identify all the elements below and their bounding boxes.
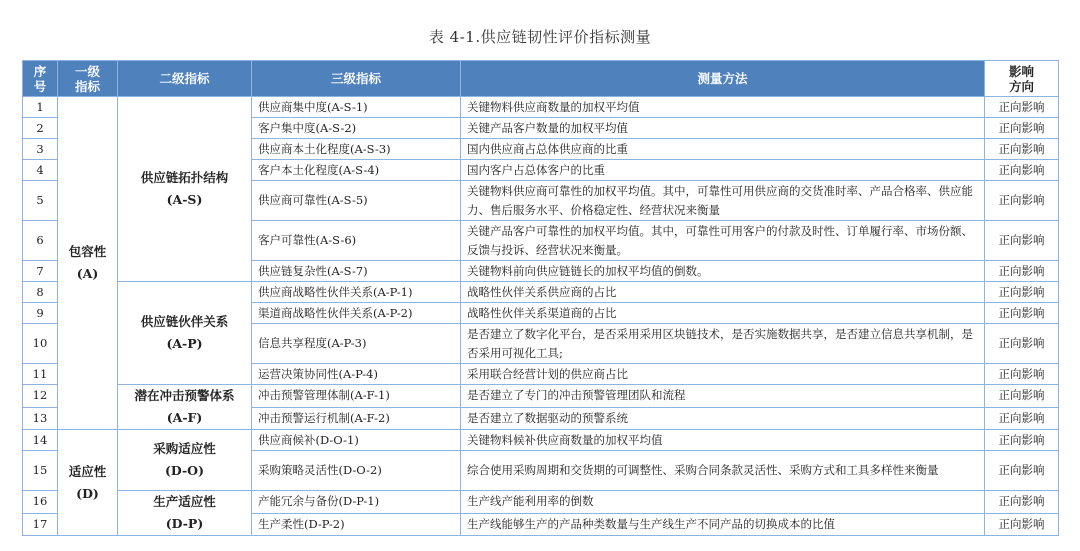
header-level1: 一级 指标	[58, 61, 118, 97]
impact-direction: 正向影响	[985, 385, 1059, 408]
level2-production: 生产适应性 (D-P)	[118, 491, 252, 536]
row-num: 14	[23, 430, 58, 451]
header-row	[23, 61, 1059, 97]
impact-direction: 正向影响	[985, 407, 1059, 430]
table-row	[23, 97, 1059, 118]
row-num: 3	[23, 139, 58, 160]
impact-direction: 正向影响	[985, 324, 1059, 364]
impact-direction: 正向影响	[985, 430, 1059, 451]
level3-indicator: 生产柔性(D-P-2)	[252, 513, 461, 536]
measurement-method: 关键物料供应商数量的加权平均值	[461, 97, 985, 118]
level3-indicator: 冲击预警运行机制(A-F-2)	[252, 407, 461, 430]
level3-indicator: 客户可靠性(A-S-6)	[252, 221, 461, 261]
level3-indicator: 供应商战略性伙伴关系(A-P-1)	[252, 282, 461, 303]
row-num: 7	[23, 261, 58, 282]
row-num: 2	[23, 118, 58, 139]
level1-group-adaptability: 适应性 (D)	[58, 430, 118, 536]
row-num: 9	[23, 303, 58, 324]
measurement-method: 国内供应商占总体供应商的比重	[461, 139, 985, 160]
measurement-method: 关键产品客户可靠性的加权平均值。其中，可靠性可用客户的付款及时性、订单履行率、市场份额、反馈与投诉、经营状况来衡量。	[461, 221, 985, 261]
level3-indicator: 供应商可靠性(A-S-5)	[252, 181, 461, 221]
impact-direction: 正向影响	[985, 97, 1059, 118]
measurement-method: 国内客户占总体客户的比重	[461, 160, 985, 181]
row-num: 16	[23, 491, 58, 514]
level3-indicator: 供应链复杂性(A-S-7)	[252, 261, 461, 282]
measurement-method: 生产线能够生产的产品种类数量与生产线生产不同产品的切换成本的比值	[461, 513, 985, 536]
level3-indicator: 供应商候补(D-O-1)	[252, 430, 461, 451]
table-row	[23, 491, 1059, 514]
measurement-method: 综合使用采购周期和交货期的可调整性、采购合同条款灵活性、采购方式和工具多样性来衡量	[461, 451, 985, 491]
level3-indicator: 供应商本土化程度(A-S-3)	[252, 139, 461, 160]
impact-direction: 正向影响	[985, 181, 1059, 221]
impact-direction: 正向影响	[985, 491, 1059, 514]
impact-direction: 正向影响	[985, 303, 1059, 324]
impact-direction: 正向影响	[985, 261, 1059, 282]
level3-indicator: 客户本土化程度(A-S-4)	[252, 160, 461, 181]
level3-indicator: 运营决策协同性(A-P-4)	[252, 364, 461, 385]
row-num: 8	[23, 282, 58, 303]
row-num: 6	[23, 221, 58, 261]
measurement-method: 关键产品客户数量的加权平均值	[461, 118, 985, 139]
level3-indicator: 采购策略灵活性(D-O-2)	[252, 451, 461, 491]
level2-partnership: 供应链伙伴关系 (A-P)	[118, 282, 252, 385]
level3-indicator: 冲击预警管理体制(A-F-1)	[252, 385, 461, 408]
impact-direction: 正向影响	[985, 221, 1059, 261]
level3-indicator: 产能冗余与备份(D-P-1)	[252, 491, 461, 514]
level3-indicator: 渠道商战略性伙伴关系(A-P-2)	[252, 303, 461, 324]
measurement-method: 采用联合经营计划的供应商占比	[461, 364, 985, 385]
row-num: 11	[23, 364, 58, 385]
header-num: 序 号	[23, 61, 58, 97]
table-row	[23, 282, 1059, 303]
level1-group-inclusiveness: 包容性 (A)	[58, 97, 118, 430]
impact-direction: 正向影响	[985, 118, 1059, 139]
measurement-method: 关键物料供应商可靠性的加权平均值。其中，可靠性可用供应商的交货准时率、产品合格率、供应能力、售后服务水平、价格稳定性、经营状况来衡量	[461, 181, 985, 221]
header-method: 测量方法	[461, 61, 985, 97]
measurement-method: 是否建立了专门的冲击预警管理团队和流程	[461, 385, 985, 408]
impact-direction: 正向影响	[985, 282, 1059, 303]
level2-procurement: 采购适应性 (D-O)	[118, 430, 252, 491]
impact-direction: 正向影响	[985, 139, 1059, 160]
measurement-method: 关键物料前向供应链链长的加权平均值的倒数。	[461, 261, 985, 282]
table-row	[23, 430, 1059, 451]
level2-topology: 供应链拓扑结构 (A-S)	[118, 97, 252, 282]
level3-indicator: 供应商集中度(A-S-1)	[252, 97, 461, 118]
impact-direction: 正向影响	[985, 513, 1059, 536]
row-num: 17	[23, 513, 58, 536]
impact-direction: 正向影响	[985, 364, 1059, 385]
measurement-method: 战略性伙伴关系供应商的占比	[461, 282, 985, 303]
row-num: 10	[23, 324, 58, 364]
level3-indicator: 信息共享程度(A-P-3)	[252, 324, 461, 364]
row-num: 5	[23, 181, 58, 221]
measurement-method: 是否建立了数据驱动的预警系统	[461, 407, 985, 430]
measurement-method: 生产线产能利用率的倒数	[461, 491, 985, 514]
level2-early-warning: 潜在冲击预警体系 (A-F)	[118, 385, 252, 430]
header-level3: 三级指标	[252, 61, 461, 97]
row-num: 13	[23, 407, 58, 430]
measurement-method: 是否建立了数字化平台，是否采用采用区块链技术，是否实施数据共享，是否建立信息共享机制，是否采用可视化工具;	[461, 324, 985, 364]
impact-direction: 正向影响	[985, 451, 1059, 491]
indicator-table	[22, 60, 1059, 536]
header-direction: 影响 方向	[985, 61, 1059, 97]
table-caption: 表 4-1.供应链韧性评价指标测量	[428, 28, 652, 46]
row-num: 15	[23, 451, 58, 491]
row-num: 12	[23, 385, 58, 408]
row-num: 4	[23, 160, 58, 181]
level3-indicator: 客户集中度(A-S-2)	[252, 118, 461, 139]
measurement-method: 战略性伙伴关系渠道商的占比	[461, 303, 985, 324]
table-row	[23, 385, 1059, 408]
header-level2: 二级指标	[118, 61, 252, 97]
row-num: 1	[23, 97, 58, 118]
measurement-method: 关键物料候补供应商数量的加权平均值	[461, 430, 985, 451]
impact-direction: 正向影响	[985, 160, 1059, 181]
